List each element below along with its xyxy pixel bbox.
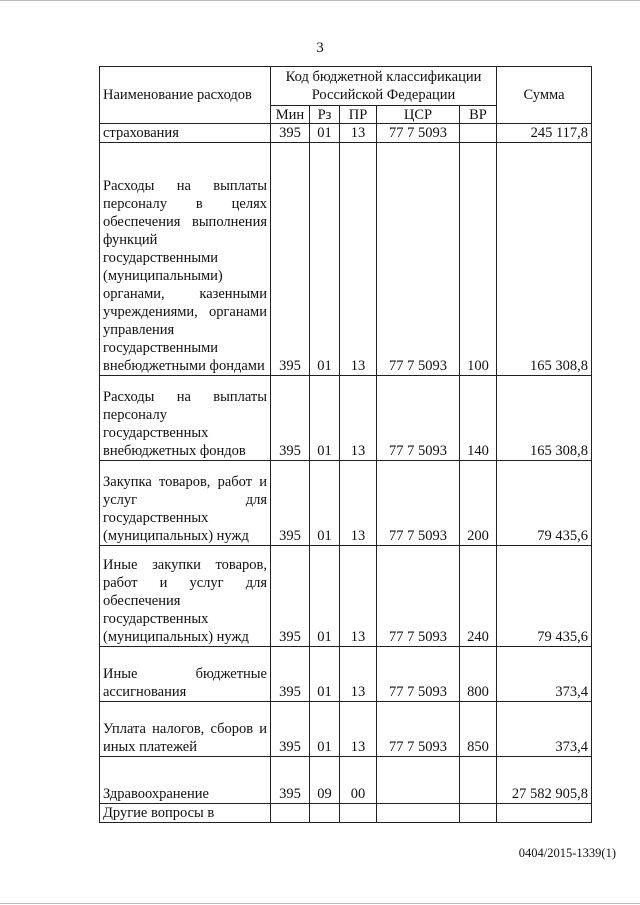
table-body (100, 124, 592, 823)
row-csr: 77 7 5093 (377, 647, 460, 702)
table-row (100, 376, 592, 461)
scan-edge-mark (0, 903, 640, 904)
scan-edge-mark (0, 0, 640, 1)
row-pr: 13 (340, 124, 377, 143)
row-min: 395 (271, 546, 310, 647)
row-name: Расходы на выплаты персоналу в целях обеспечения выполнения функций государственными (муниципальными) органами, казенными учреждениями, органами управления государственными внебюджетными фондами (100, 143, 271, 376)
row-name: Закупка товаров, работ и услуг для государственных (муниципальных) нужд (100, 461, 271, 546)
table-row-continuation (100, 804, 592, 823)
header-code-group: Код бюджетной классификации Российской Федерации (271, 67, 497, 106)
document-code: 0404/2015-1339(1) (518, 846, 616, 860)
row-name: страхования (100, 124, 271, 143)
row-pr: 13 (340, 143, 377, 376)
row-name: Расходы на выплаты персоналу государственных внебюджетных фондов (100, 376, 271, 461)
row-csr: 77 7 5093 (377, 376, 460, 461)
row-csr: 77 7 5093 (377, 546, 460, 647)
header-sum: Сумма (497, 67, 592, 124)
row-pr: 13 (340, 647, 377, 702)
row-min: 395 (271, 124, 310, 143)
row-name: Иные бюджетные ассигнования (100, 647, 271, 702)
row-rz: 01 (310, 546, 340, 647)
row-sum: 79 435,6 (497, 546, 592, 647)
row-vr: 100 (460, 143, 497, 376)
row-vr: 200 (460, 461, 497, 546)
row-pr: 13 (340, 546, 377, 647)
row-name: Уплата налогов, сборов и иных платежей (100, 702, 271, 757)
table-row (100, 461, 592, 546)
row-csr: 77 7 5093 (377, 702, 460, 757)
table-row (100, 546, 592, 647)
row-rz: 01 (310, 376, 340, 461)
row-vr: 140 (460, 376, 497, 461)
row-name: Другие вопросы в (100, 804, 271, 823)
row-sum: 79 435,6 (497, 461, 592, 546)
header-csr: ЦСР (377, 106, 460, 124)
row-csr: 77 7 5093 (377, 461, 460, 546)
row-rz: 01 (310, 702, 340, 757)
row-csr: 77 7 5093 (377, 124, 460, 143)
table-row (100, 702, 592, 757)
row-vr (460, 757, 497, 804)
row-rz: 01 (310, 124, 340, 143)
row-vr (460, 124, 497, 143)
row-sum: 373,4 (497, 647, 592, 702)
row-vr: 850 (460, 702, 497, 757)
header-rz: Рз (310, 106, 340, 124)
row-vr: 240 (460, 546, 497, 647)
row-vr: 800 (460, 647, 497, 702)
page-number: 3 (316, 40, 324, 56)
row-min: 395 (271, 702, 310, 757)
row-rz: 01 (310, 647, 340, 702)
row-sum: 165 308,8 (497, 376, 592, 461)
row-sum: 373,4 (497, 702, 592, 757)
row-sum: 27 582 905,8 (497, 757, 592, 804)
header-min: Мин (271, 106, 310, 124)
row-rz: 01 (310, 143, 340, 376)
row-min: 395 (271, 143, 310, 376)
header-vr: ВР (460, 106, 497, 124)
row-sum: 165 308,8 (497, 143, 592, 376)
row-min: 395 (271, 376, 310, 461)
row-pr: 13 (340, 376, 377, 461)
row-sum: 245 117,8 (497, 124, 592, 143)
row-name: Здравоохранение (100, 757, 271, 804)
table-row (100, 124, 592, 143)
row-pr: 13 (340, 702, 377, 757)
header-name: Наименование расходов (100, 67, 271, 124)
row-rz: 09 (310, 757, 340, 804)
row-name: Иные закупки товаров, работ и услуг для обеспечения государственных (муниципальных) нужд (100, 546, 271, 647)
row-min: 395 (271, 647, 310, 702)
budget-table (99, 66, 592, 823)
row-rz: 01 (310, 461, 340, 546)
row-csr (377, 757, 460, 804)
row-min: 395 (271, 461, 310, 546)
row-pr: 00 (340, 757, 377, 804)
row-pr: 13 (340, 461, 377, 546)
table-row (100, 757, 592, 804)
row-csr: 77 7 5093 (377, 143, 460, 376)
header-pr: ПР (340, 106, 377, 124)
header-row (100, 67, 592, 106)
table-row (100, 647, 592, 702)
table-row (100, 143, 592, 376)
row-min: 395 (271, 757, 310, 804)
